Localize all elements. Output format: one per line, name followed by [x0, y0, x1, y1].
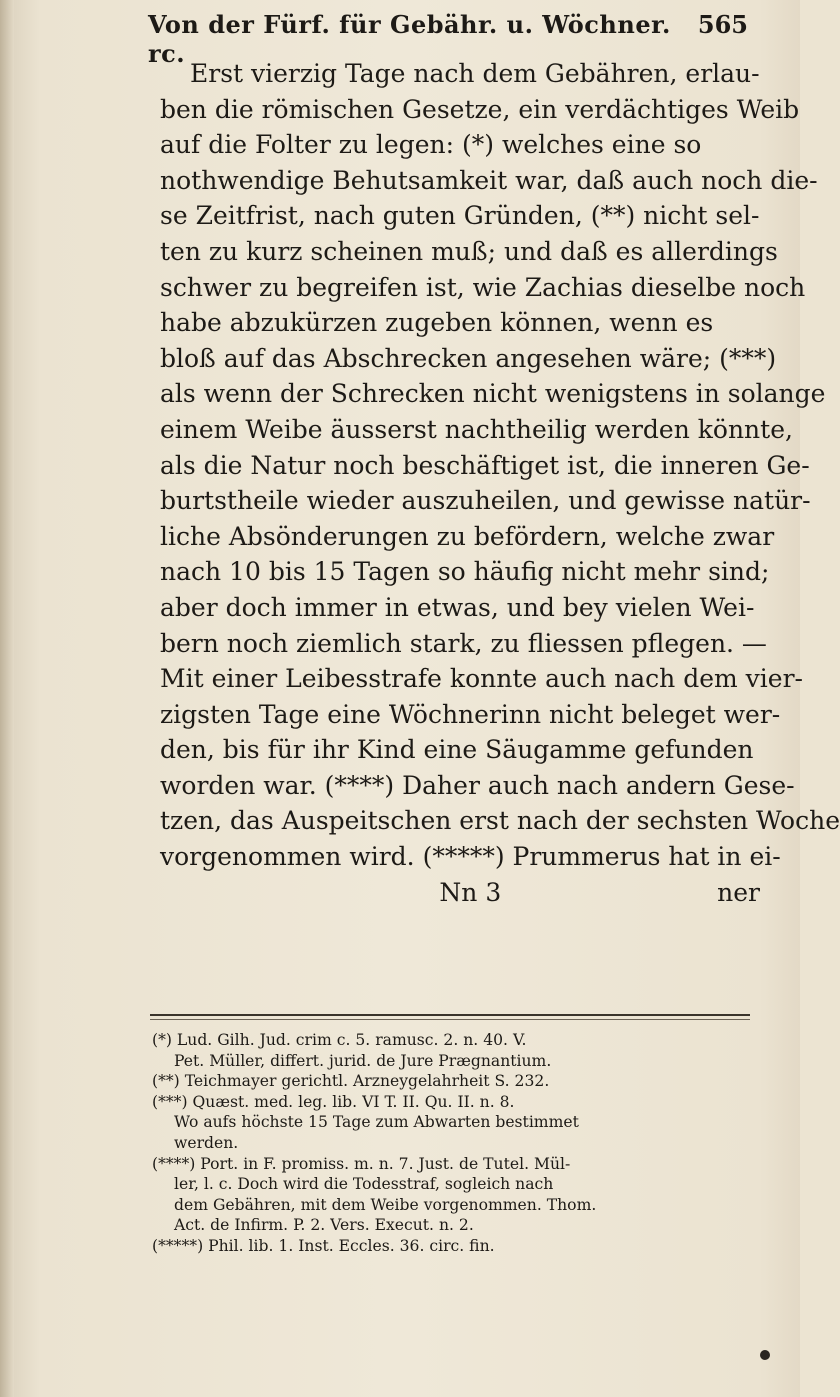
- text-line: als wenn der Schrecken nicht wenigstens in solange: [160, 379, 826, 409]
- text-line: ben die römischen Gesetze, ein verdächtiges Weib: [160, 94, 800, 124]
- main-text: [160, 56, 840, 910]
- text-line: Erst vierzig Tage nach dem Gebähren, erlau-: [190, 59, 760, 88]
- text-line: bloß auf das Abschrecken angesehen wäre; (***): [160, 343, 777, 373]
- footnote-line: dem Gebähren, mit dem Weibe vorgenommen. Thom.: [174, 1195, 597, 1214]
- text-line: bern noch ziemlich stark, zu fliessen pflegen. —: [160, 628, 767, 658]
- ink-blot: [760, 1350, 770, 1360]
- footnote-line: ler, l. c. Doch wird die Todesstraf, sogleich nach: [174, 1175, 554, 1194]
- signature-line: [160, 875, 760, 911]
- text-line: schwer zu begreifen ist, wie Zachias dieselbe noch: [160, 272, 806, 302]
- footnote-line: (*****) Phil. lib. 1. Inst. Eccles. 36. circ. fin.: [152, 1236, 495, 1255]
- text-line: Mit einer Leibesstrafe konnte auch nach dem vier-: [160, 664, 803, 694]
- text-line: liche Absönderungen zu befördern, welche zwar: [160, 521, 775, 551]
- footnote-line: (***) Quæst. med. leg. lib. VI T. II. Qu. II. n. 8.: [152, 1092, 515, 1111]
- text-line: als die Natur noch beschäftiget ist, die inneren Ge-: [160, 450, 810, 480]
- text-line: zigsten Tage eine Wöchnerinn nicht beleget wer-: [160, 699, 781, 729]
- footnote-line: Wo aufs höchste 15 Tage zum Abwarten bestimmet: [174, 1113, 579, 1132]
- page-header: [148, 10, 748, 68]
- footnotes: [152, 1030, 752, 1257]
- text-line: se Zeitfrist, nach guten Gründen, (**) nicht sel-: [160, 201, 760, 231]
- footnote-line: Act. de Infirm. P. 2. Vers. Execut. n. 2.: [174, 1216, 474, 1235]
- text-line: auf die Folter zu legen: (*) welches eine so: [160, 130, 702, 160]
- footnote-line: (*) Lud. Gilh. Jud. crim c. 5. ramusc. 2. n. 40. V.: [152, 1031, 527, 1049]
- text-line: vorgenommen wird. (*****) Prummerus hat in ei-: [160, 842, 781, 872]
- text-line: den, bis für ihr Kind eine Säugamme gefunden: [160, 735, 754, 765]
- running-head: Von der Fürf. für Gebähr. u. Wöchner. rc.: [148, 10, 671, 68]
- text-line: nach 10 bis 15 Tagen so häufig nicht mehr sind;: [160, 557, 770, 587]
- page-gutter: [0, 0, 14, 1397]
- text-line: worden war. (****) Daher auch nach andern Gese-: [160, 770, 795, 800]
- footnote-rule: [150, 1014, 750, 1016]
- text-line: ten zu kurz scheinen muß; und daß es allerdings: [160, 236, 778, 266]
- text-line: habe abzukürzen zugeben können, wenn es: [160, 308, 714, 338]
- catchword: ner: [717, 877, 760, 907]
- text-line: aber doch immer in etwas, und bey vielen Wei-: [160, 592, 755, 622]
- footnote-line: werden.: [174, 1133, 239, 1152]
- footnote-line: (****) Port. in F. promiss. m. n. 7. Just. de Tutel. Mül-: [152, 1154, 571, 1173]
- footnote-line: (**) Teichmayer gerichtl. Arzneygelahrheit S. 232.: [152, 1072, 550, 1091]
- text-line: einem Weibe äusserst nachtheilig werden könnte,: [160, 414, 793, 444]
- signature-mark: Nn 3: [439, 877, 502, 907]
- text-line: burtstheile wieder auszuheilen, und gewisse natür-: [160, 486, 811, 516]
- text-line: nothwendige Behutsamkeit war, daß auch noch die-: [160, 165, 818, 195]
- footnote-rule-thin: [150, 1019, 750, 1020]
- footnote-line: Pet. Müller, differt. jurid. de Jure Prægnantium.: [174, 1051, 552, 1070]
- text-line: tzen, das Auspeitschen erst nach der sechsten Woche: [160, 806, 840, 836]
- page-number: 565: [697, 10, 748, 39]
